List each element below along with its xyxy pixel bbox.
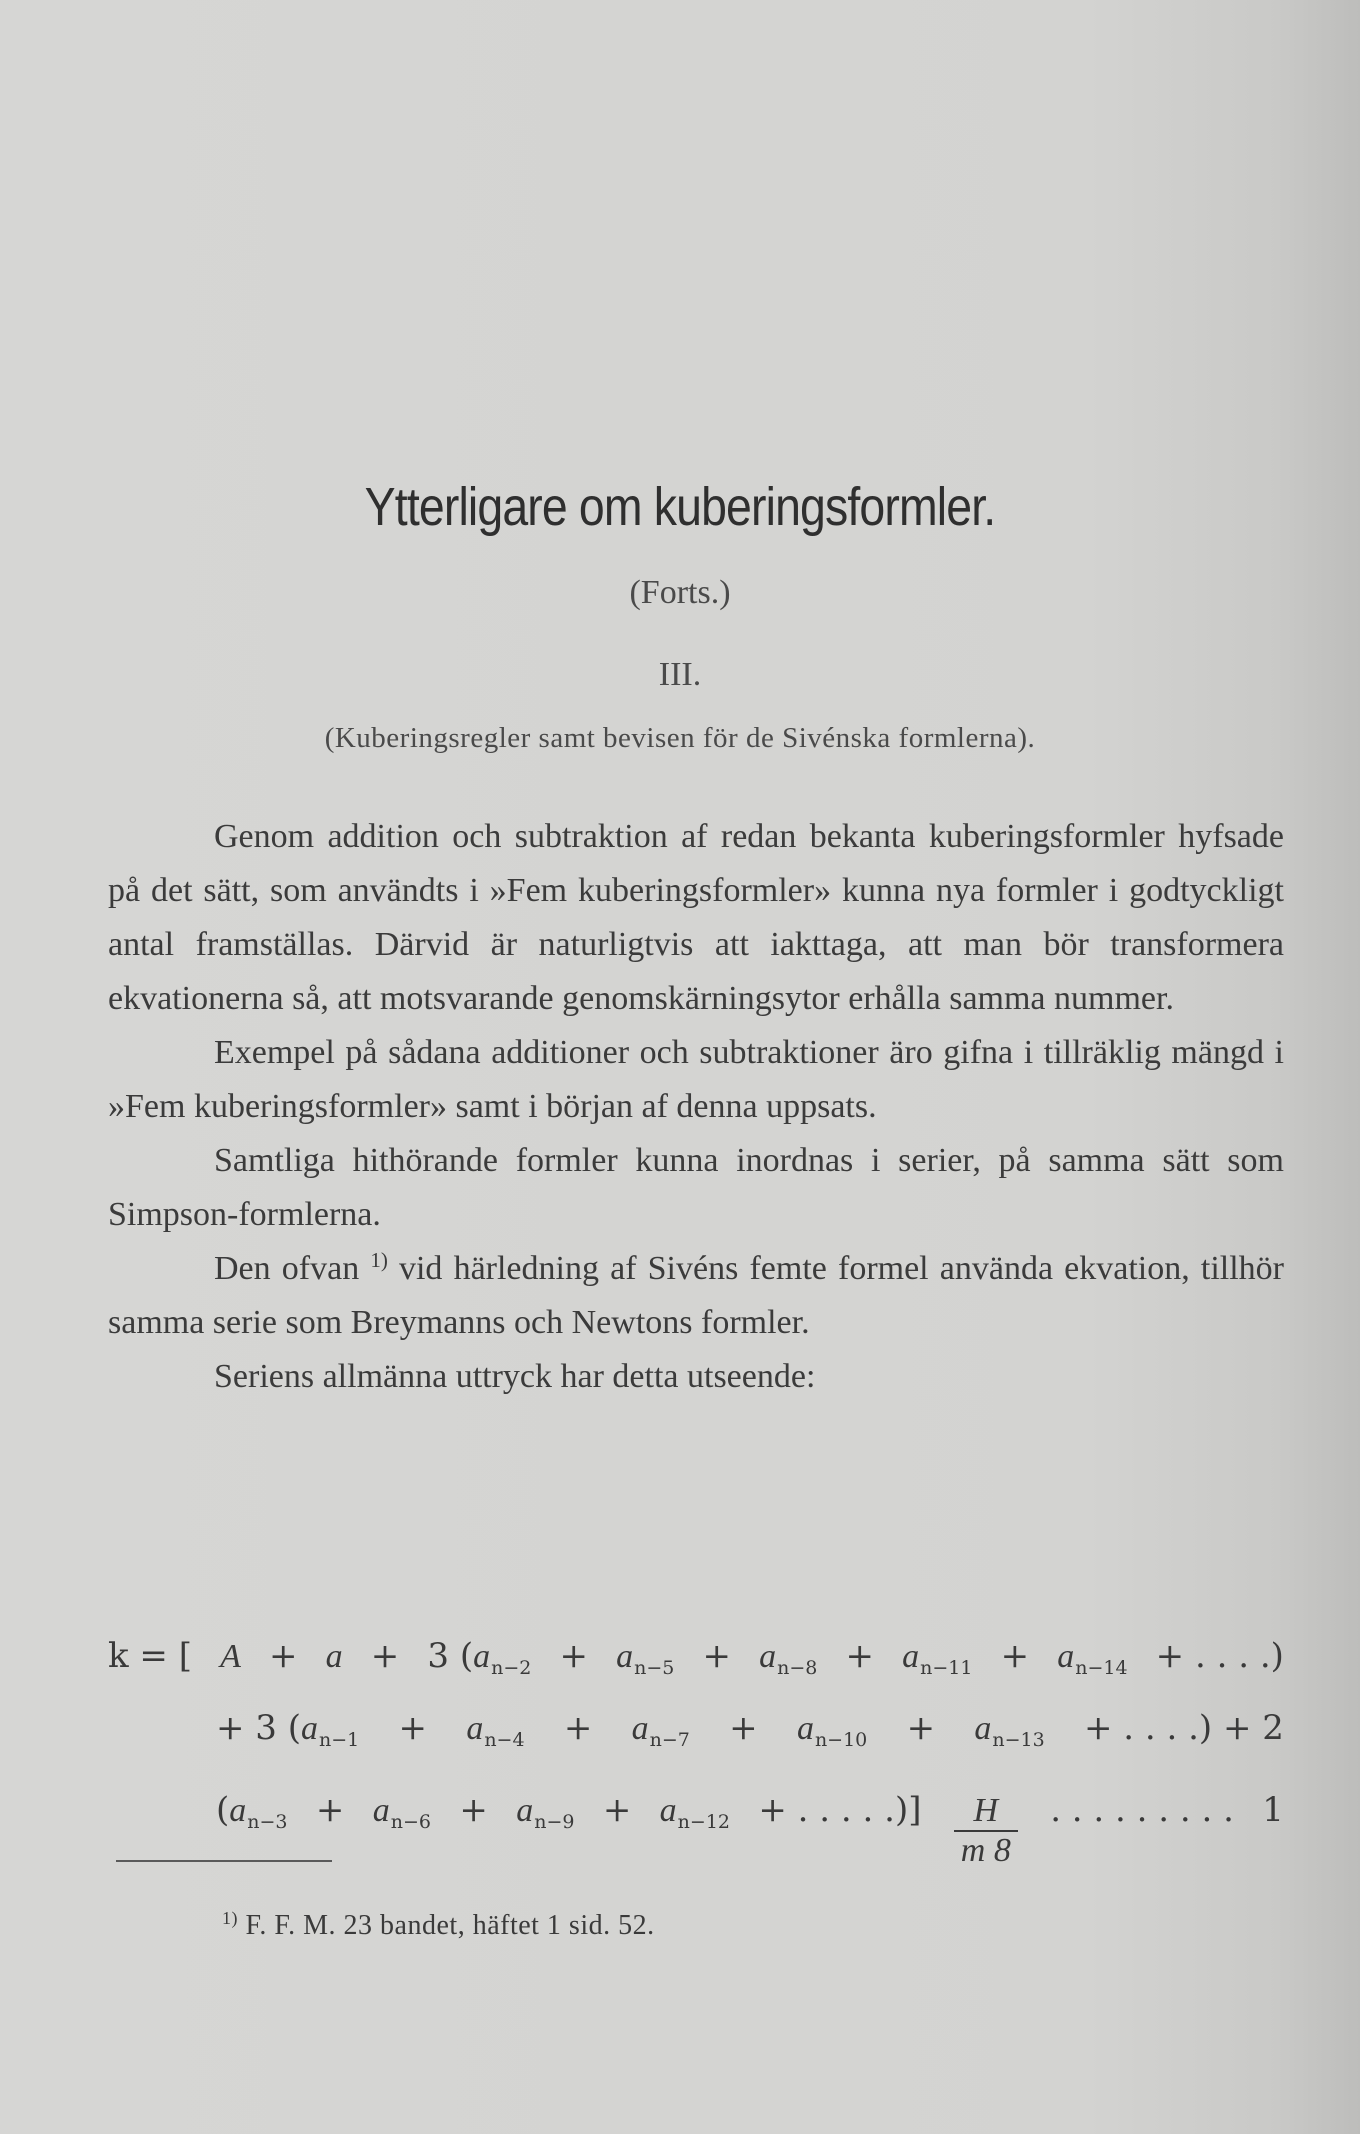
formula-tail: + . . . .) (1155, 1636, 1284, 1676)
formula-term: $a_{n-13}$ (974, 1710, 1045, 1751)
section-caption: (Kuberingsregler samt bevisen för de Sivénska formlerna). (324, 722, 1036, 754)
paragraph-4 (108, 1242, 1284, 1350)
footnote-text: F. F. M. 23 bandet, häftet 1 sid. 52. (238, 1910, 655, 1941)
footnote-mark: 1) (222, 1908, 238, 1928)
formula-plus: + (845, 1636, 874, 1676)
formula-term: $a_{n-6}$ (372, 1792, 431, 1833)
paragraph-4-start: Den ofvan (214, 1250, 360, 1287)
formula-term: $a_{n-12}$ (659, 1792, 731, 1833)
formula-plus: + (1000, 1636, 1030, 1676)
formula-plus: + (459, 1790, 488, 1830)
formula-term: $a_{n-10}$ (796, 1710, 868, 1751)
fraction-denominator: m 8 (960, 1832, 1011, 1869)
formula-term: $a_{n-14}$ (1057, 1638, 1128, 1679)
formula-leader-dots: . . . . . . . . . (1050, 1790, 1234, 1830)
formula-A: A (220, 1638, 241, 1675)
formula-plus: + (602, 1790, 632, 1830)
formula-term: ($a_{n-3}$ (216, 1790, 288, 1833)
formula-plus: + (269, 1636, 298, 1676)
formula-plus: + (906, 1708, 936, 1748)
formula-plus: + (702, 1636, 731, 1676)
formula-line-2 (216, 1708, 1284, 1751)
continued-note: (Forts.) (629, 574, 731, 611)
fraction-numerator: H (973, 1792, 999, 1829)
formula-lhs: k = [ (108, 1636, 192, 1676)
formula-tail: + . . . . .)] (758, 1790, 922, 1830)
footnote (222, 1910, 655, 1942)
formula-term: $a_{n-9}$ (516, 1792, 575, 1833)
formula-term: $a_{n-11}$ (902, 1638, 973, 1679)
formula-coefficient: 3 ($a_{n-2}$ (427, 1636, 532, 1679)
formula-term: $a_{n-5}$ (616, 1638, 675, 1679)
formula-coefficient: + 3 ($a_{n-1}$ (216, 1708, 360, 1751)
paragraph-3: Samtliga hithörande formler kunna inordnas i serier, på samma sätt som Simpson-formlerna. (108, 1142, 1284, 1233)
paragraph-2: Exempel på sådana additioner och subtraktioner äro gifna i tillräklig mängd i »Fem kuberingsformler» samt i början af denna uppsats. (108, 1034, 1284, 1125)
body-text (108, 810, 1284, 1404)
paragraph-5: Seriens allmänna uttryck har detta utseende: (214, 1358, 816, 1395)
formula-tail: + . . . .) + 2 (1083, 1708, 1284, 1748)
footnote-reference: 1) (370, 1248, 388, 1272)
formula-term: $a_{n-8}$ (759, 1638, 818, 1679)
formula-plus: + (563, 1708, 593, 1748)
formula-plus: + (398, 1708, 428, 1748)
formula-plus: + (315, 1790, 345, 1830)
formula-plus: + (559, 1636, 588, 1676)
paragraph-4-rest: vid härledning af Sivéns femte formel använda ekvation, tillhör samma serie som Breymanns och Newtons formler. (108, 1250, 1284, 1341)
formula-fraction (954, 1792, 1018, 1870)
formula-plus: + (729, 1708, 758, 1748)
article-title: Ytterligare om kuberingsformler. (364, 477, 996, 537)
formula-plus: + (370, 1636, 400, 1676)
paragraph-1: Genom addition och subtraktion af redan bekanta kuberingsformler hyfsade på det sätt, som användts i »Fem kuberingsformler» kunna nya formler i godtyckligt antal framställas. Därvid är naturligtvis att iakttaga, att man bör transformera ekvationerna så, att motsvarande genomskärningsytor erhålla samma nummer. (108, 818, 1284, 1017)
equation-number: 1 (1262, 1790, 1284, 1830)
formula-line-3 (216, 1790, 1284, 1870)
formula-line-1 (108, 1636, 1284, 1679)
footnote-divider (116, 1860, 332, 1862)
section-number: III. (658, 656, 702, 693)
formula-term: $a_{n-4}$ (466, 1710, 525, 1751)
formula-a: a (325, 1638, 343, 1675)
formula-term: $a_{n-7}$ (631, 1710, 690, 1751)
